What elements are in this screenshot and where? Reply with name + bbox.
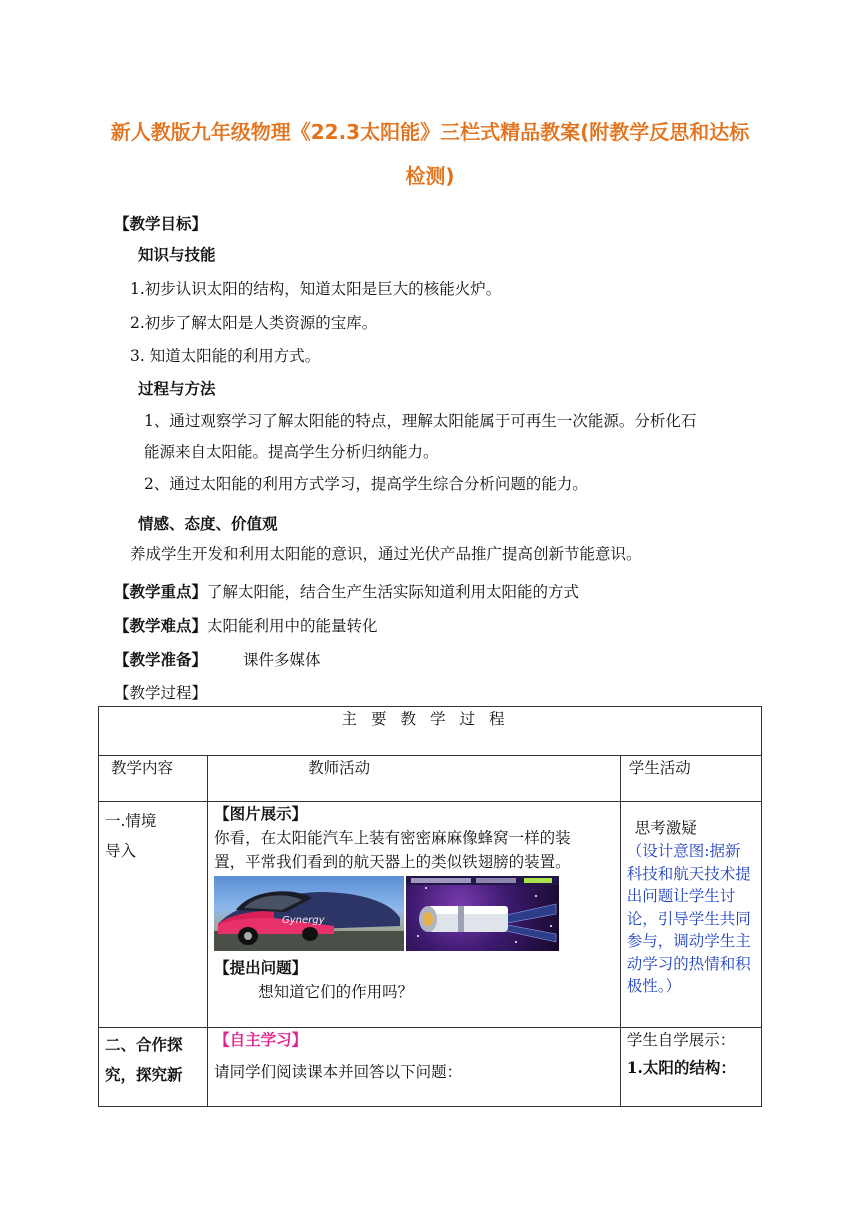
objectives-heading: 【教学目标】 (114, 214, 208, 233)
row1-teacher-line1: 你看，在太阳能汽车上装有密密麻麻像蜂窝一样的装 (214, 829, 571, 847)
self-study-tag: 【自主学习】 (214, 1030, 308, 1049)
document-title-line1: 新人教版九年级物理《22.3太阳能》三栏式精品教案(附教学反思和达标 (110, 120, 750, 144)
knowledge-item-3: 3. 知道太阳能的利用方式。 (130, 347, 321, 365)
table-column-row (99, 756, 762, 802)
emotion-text: 养成学生开发和利用太阳能的意识，通过光伏产品推广提高创新节能意识。 (130, 545, 642, 563)
illustration-row (214, 876, 614, 956)
row2-student-line2: 1.太阳的结构： (626, 1058, 736, 1077)
row1-content-line2: 导入 (105, 842, 137, 860)
row1-teacher-cell (208, 802, 621, 1028)
spacecraft-image (406, 876, 559, 951)
row2-content-line1: 二、合作探 (105, 1035, 183, 1054)
table-main-header: 主要教学过程 (99, 707, 762, 756)
teaching-process-table (98, 706, 762, 1107)
document-title-line2: 检测) (405, 164, 455, 188)
preparation-row (114, 648, 321, 670)
process-item-1-line2: 能源来自太阳能。提高学生分析归纳能力。 (144, 443, 439, 461)
row1-teacher-line2: 置，平常我们看到的航天器上的类似铁翅膀的装置。 (214, 853, 571, 871)
knowledge-item-1: 1.初步认识太阳的结构，知道太阳是巨大的核能火炉。 (130, 280, 502, 298)
row1-content-cell (99, 802, 208, 1028)
key-point-label: 【教学重点】 (114, 582, 208, 601)
key-point-text: 了解太阳能，结合生产生活实际知道利用太阳能的方式 (207, 583, 580, 601)
table-row (99, 802, 762, 1028)
row2-student-cell (620, 1028, 761, 1107)
row2-teacher-text: 请同学们阅读课本并回答以下问题： (214, 1063, 463, 1081)
process-heading: 过程与方法 (138, 379, 216, 398)
picture-display-tag: 【图片展示】 (214, 804, 308, 823)
col-header-teacher: 教师活动 (208, 756, 621, 802)
key-point-row (114, 580, 579, 602)
row2-student-line1: 学生自学展示： (626, 1031, 736, 1049)
knowledge-item-2: 2.初步了解太阳是人类资源的宝库。 (130, 314, 378, 332)
col-header-student: 学生活动 (620, 756, 761, 802)
difficulty-text: 太阳能利用中的能量转化 (207, 617, 378, 635)
difficulty-row (114, 614, 378, 636)
solar-car-image (214, 876, 404, 951)
table-row (99, 1028, 762, 1107)
process-item-1-line1: 1、通过观察学习了解太阳能的特点，理解太阳能属于可再生一次能源。分析化石 (144, 412, 697, 430)
preparation-label: 【教学准备】 (114, 650, 208, 669)
row2-teacher-cell (208, 1028, 621, 1107)
col-header-content: 教学内容 (99, 756, 208, 802)
knowledge-heading: 知识与技能 (138, 245, 216, 264)
question-tag: 【提出问题】 (214, 958, 308, 977)
row1-student-cell (620, 802, 761, 1028)
difficulty-label: 【教学难点】 (114, 616, 208, 635)
row2-content-cell (99, 1028, 208, 1107)
process-item-2: 2、通过太阳能的利用方式学习，提高学生综合分析问题的能力。 (144, 475, 588, 493)
car-logo-text: Gynergy (282, 915, 325, 926)
row1-student-main: 思考激疑 (634, 819, 697, 837)
row1-content-line1: 一.情境 (105, 812, 157, 830)
preparation-text: 课件多媒体 (243, 651, 321, 669)
emotion-heading: 情感、态度、价值观 (138, 514, 278, 533)
table-header-row (99, 707, 762, 756)
design-intent-note: （设计意图:据新科技和航天技术提出问题让学生讨论，引导学生共同参与，调动学生主动学习的热情和积极性。） (626, 842, 751, 995)
row1-question: 想知道它们的作用吗？ (258, 983, 414, 1001)
row2-content-line2: 究，探究新 (105, 1065, 183, 1084)
process-section-heading: 【教学过程】 (114, 684, 208, 702)
